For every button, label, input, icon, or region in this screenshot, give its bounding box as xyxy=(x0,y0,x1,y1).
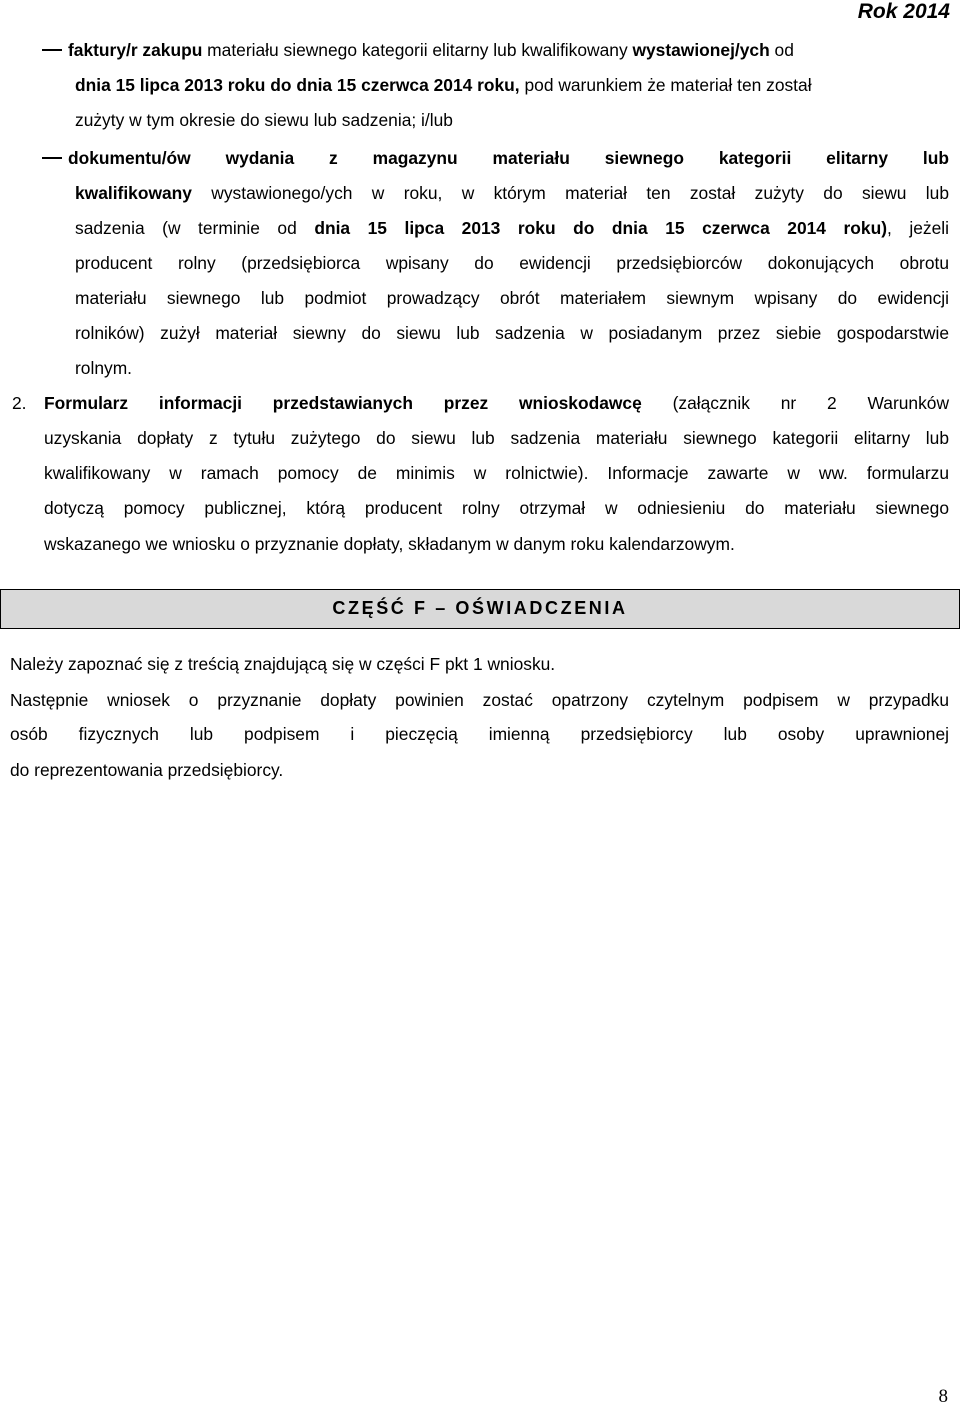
bullet-warehouse-line-4: producent rolny (przedsiębiorca wpisany do ewidencji przedsiębiorców dokonujących obrotu xyxy=(75,253,949,273)
item-number: 2. xyxy=(12,393,27,413)
text: materiału siewnego kategorii elitarny lub kwalifikowany xyxy=(202,40,633,60)
bullet-warehouse-line-2 xyxy=(75,182,949,204)
item-2-line-5: wskazanego we wniosku o przyznanie dopłaty, składanym w danym roku kalendarzowym. xyxy=(44,534,735,554)
text: wystawionego/ych w roku, w którym materiał ten został zużyty do siewu lub xyxy=(191,183,949,203)
page-number: 8 xyxy=(938,1386,948,1407)
section-f-header xyxy=(0,589,960,629)
item-2-line-4: dotyczą pomocy publicznej, którą producent rolny otrzymał w odniesieniu do materiału siewnego xyxy=(44,498,949,518)
bullet-invoices-line-3: zużyty w tym okresie do siewu lub sadzenia; i/lub xyxy=(75,110,453,130)
bullet-invoices-line-1 xyxy=(68,39,794,61)
bold-text: dnia 15 lipca 2013 roku do dnia 15 czerwca 2014 roku) xyxy=(314,218,887,238)
dash-bullet-marker xyxy=(42,157,62,159)
section-title: CZĘŚĆ F – OŚWIADCZENIA xyxy=(332,598,628,618)
bold-text: faktury/r zakupu xyxy=(68,40,203,60)
text: od xyxy=(769,40,794,60)
statement-paragraph-1: Należy zapoznać się z treścią znajdującą się w części F pkt 1 wniosku. xyxy=(10,654,556,674)
bold-text: dnia 15 lipca 2013 roku do dnia 15 czerwca 2014 roku, xyxy=(75,75,520,95)
bold-text: kwalifikowany xyxy=(75,183,192,203)
bullet-warehouse-line-5: materiału siewnego lub podmiot prowadzący obrót materiałem siewnym wpisany do ewidencji xyxy=(75,288,949,308)
item-2-line-1 xyxy=(44,392,949,414)
document-year-header: Rok 2014 xyxy=(857,0,950,23)
bullet-warehouse-line-3 xyxy=(75,217,949,239)
text: pod warunkiem że materiał ten został xyxy=(519,75,812,95)
bullet-invoices-line-2 xyxy=(75,74,812,96)
text: sadzenia (w terminie od xyxy=(75,218,315,238)
text: , jeżeli xyxy=(887,218,950,238)
bold-text: Formularz informacji przedstawianych przez wnioskodawcę xyxy=(44,393,642,413)
bold-text: wystawionej/ych xyxy=(632,40,770,60)
bullet-warehouse-line-7: rolnym. xyxy=(75,358,133,378)
dash-bullet-marker xyxy=(42,49,62,51)
item-2-line-2: uzyskania dopłaty z tytułu zużytego do siewu lub sadzenia materiału siewnego kategorii elitarny lub xyxy=(44,428,949,448)
item-2-line-3: kwalifikowany w ramach pomocy de minimis w rolnictwie). Informacje zawarte w ww. formularzu xyxy=(44,463,949,483)
text: (załącznik nr 2 Warunków xyxy=(641,393,950,413)
statement-paragraph-2-line-1: Następnie wniosek o przyznanie dopłaty powinien zostać opatrzony czytelnym podpisem w przypadku xyxy=(10,690,949,710)
statement-paragraph-2-line-2: osób fizycznych lub podpisem i pieczęcią imienną przedsiębiorcy lub osoby uprawnionej xyxy=(10,724,949,744)
bullet-warehouse-line-6: rolników) zużył materiał siewny do siewu lub sadzenia w posiadanym przez siebie gospodarstwie xyxy=(75,323,949,343)
bullet-warehouse-line-1: dokumentu/ów wydania z magazynu materiału siewnego kategorii elitarny lub xyxy=(68,148,949,168)
statement-paragraph-2-line-3: do reprezentowania przedsiębiorcy. xyxy=(10,760,284,780)
